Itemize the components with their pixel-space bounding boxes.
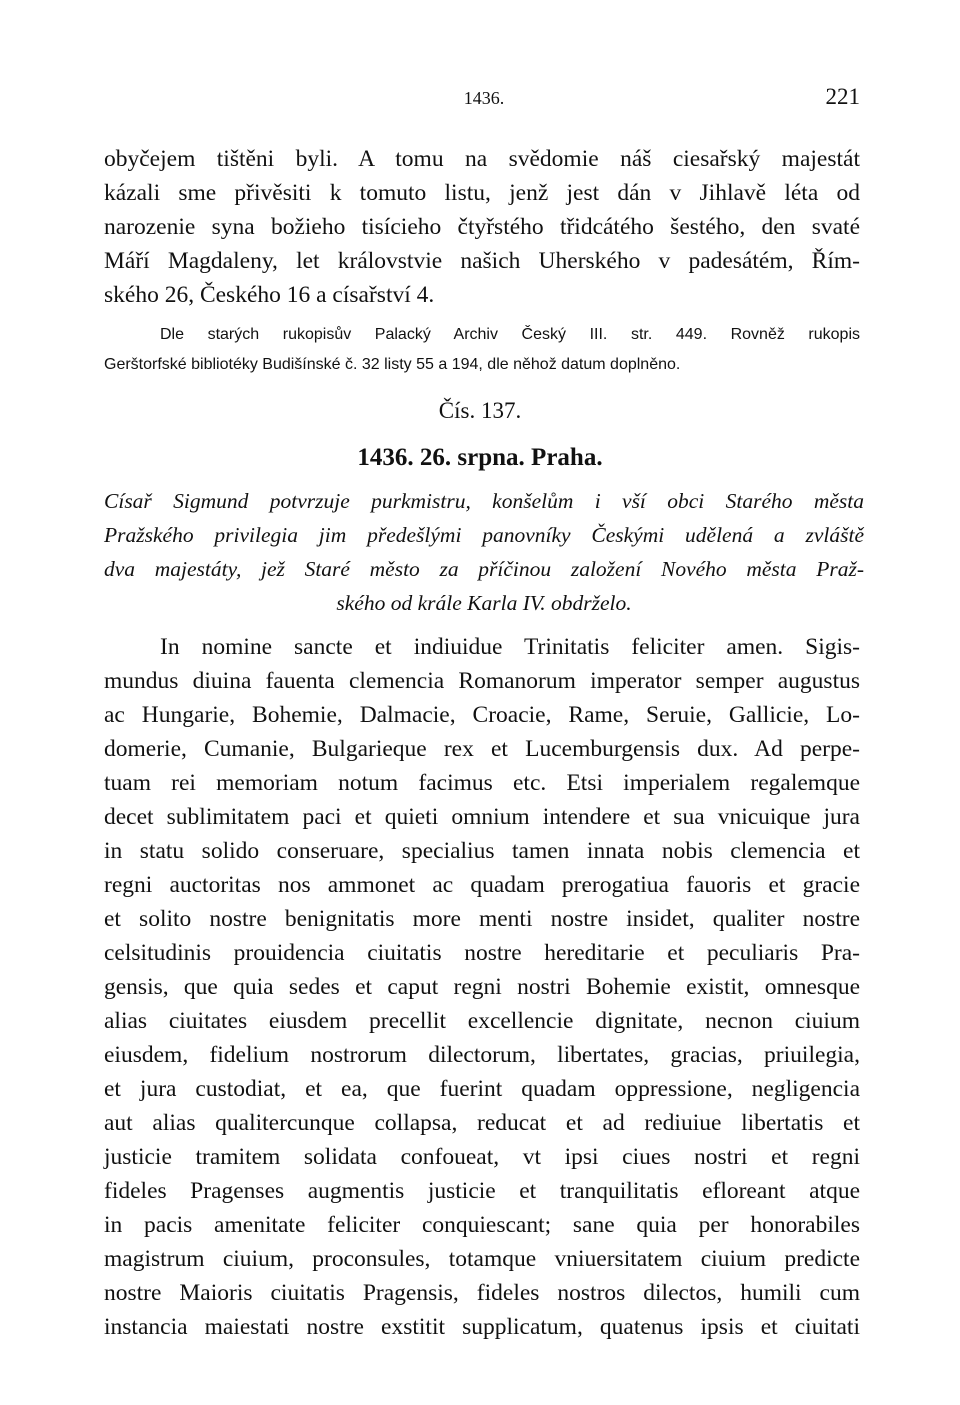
charter-line: fideles Pragenses augmentis justicie et tranquilitatis efloreant atque: [104, 1178, 860, 1204]
charter-line: in statu solido conseruare, specialius tamen innata nobis clemencia et: [104, 838, 860, 864]
charter-line: justicie tramitem solidata confoueat, vt ipsi ciues nostri et regni: [104, 1144, 860, 1170]
charter-line: in pacis amenitate feliciter conquiescant; sane quia per honorabiles: [104, 1212, 860, 1238]
charter-line: tuam rei memoriam notum facimus etc. Etsi imperialem regalemque: [104, 770, 860, 796]
charter-line: magistrum ciuium, proconsules, totamque vniuersitatem ciuium predicte: [104, 1246, 860, 1272]
charter-line: ac Hungarie, Bohemie, Dalmacie, Croacie, Rame, Seruie, Gallicie, Lo-: [104, 702, 860, 728]
document-date-place: 1436. 26. srpna. Praha.: [357, 444, 603, 471]
document-number: Čís. 137.: [438, 398, 522, 423]
abstract-line: Pražského privilegia jim předešlými panovníky Českými udělená a zvláště: [104, 523, 864, 547]
charter-line: mundus diuina fauenta clemencia Romanorum imperator semper augustus: [104, 668, 860, 694]
page-number: 221: [825, 84, 860, 109]
source-note-line: Dle starých rukopisův Palacký Archiv Český III. str. 449. Rovněž rukopis: [160, 326, 860, 343]
intro-line: ského 26, Českého 16 a císařství 4.: [104, 282, 435, 308]
charter-line: celsitudinis prouidencia ciuitatis nostre hereditarie et peculiaris Pra-: [104, 940, 860, 966]
running-header-year: 1436.: [463, 88, 505, 108]
charter-line: In nomine sancte et indiuidue Trinitatis feliciter amen. Sigis-: [160, 634, 860, 660]
abstract-line: ského od krále Karla IV. obdrželo.: [336, 591, 632, 615]
charter-line: et jura custodiat, et ea, que fuerint quadam oppressione, negligencia: [104, 1076, 860, 1102]
intro-line: Máří Magdaleny, let královstvie našich Uherského v padesátém, Řím-: [104, 248, 860, 274]
charter-line: gensis, que quia sedes et caput regni nostri Bohemie existit, omnesque: [104, 974, 860, 1000]
charter-line: domerie, Cumanie, Bulgarieque rex et Lucemburgensis dux. Ad perpe-: [104, 736, 860, 762]
charter-line: aut alias qualitercunque collapsa, reducat et ad rediuiue libertatis et: [104, 1110, 860, 1136]
source-note-line: Gerštorfské bibliotéky Budišínské č. 32 listy 55 a 194, dle něhož datum doplněno.: [104, 356, 681, 373]
abstract-line: dva majestáty, jež Staré město za příčinou založení Nového města Praž-: [104, 557, 864, 581]
charter-line: nostre Maioris ciuitatis Pragensis, fideles nostros dilectos, humili cum: [104, 1280, 860, 1306]
intro-line: obyčejem tištěni byli. A tomu na svědomie náš ciesařský majestát: [104, 146, 860, 172]
charter-line: et solito nostre benignitatis more menti nostre insidet, qualiter nostre: [104, 906, 860, 932]
intro-line: narozenie syna božieho tisícieho čtyřstého třidcátého šestého, den svaté: [104, 214, 860, 240]
charter-line: alias ciuitates eiusdem precellit excellencie dignitate, necnon ciuium: [104, 1008, 860, 1034]
charter-line: decet sublimitatem paci et quieti omnium intendere et sua vnicuique jura: [104, 804, 860, 830]
charter-line: eiusdem, fidelium nostrorum dilectorum, libertates, gracias, priuilegia,: [104, 1042, 860, 1068]
abstract-line: Císař Sigmund potvrzuje purkmistru, konšelům i vší obci Starého města: [104, 489, 864, 513]
intro-line: kázali sme přivěsiti k tomuto listu, jenž jest dán v Jihlavě léta od: [104, 180, 860, 206]
charter-line: regni auctoritas nos ammonet ac quadam prerogatiua fauoris et gracie: [104, 872, 860, 898]
charter-line: instancia maiestati nostre exstitit supplicatum, quatenus ipsis et ciuitati: [104, 1314, 860, 1340]
